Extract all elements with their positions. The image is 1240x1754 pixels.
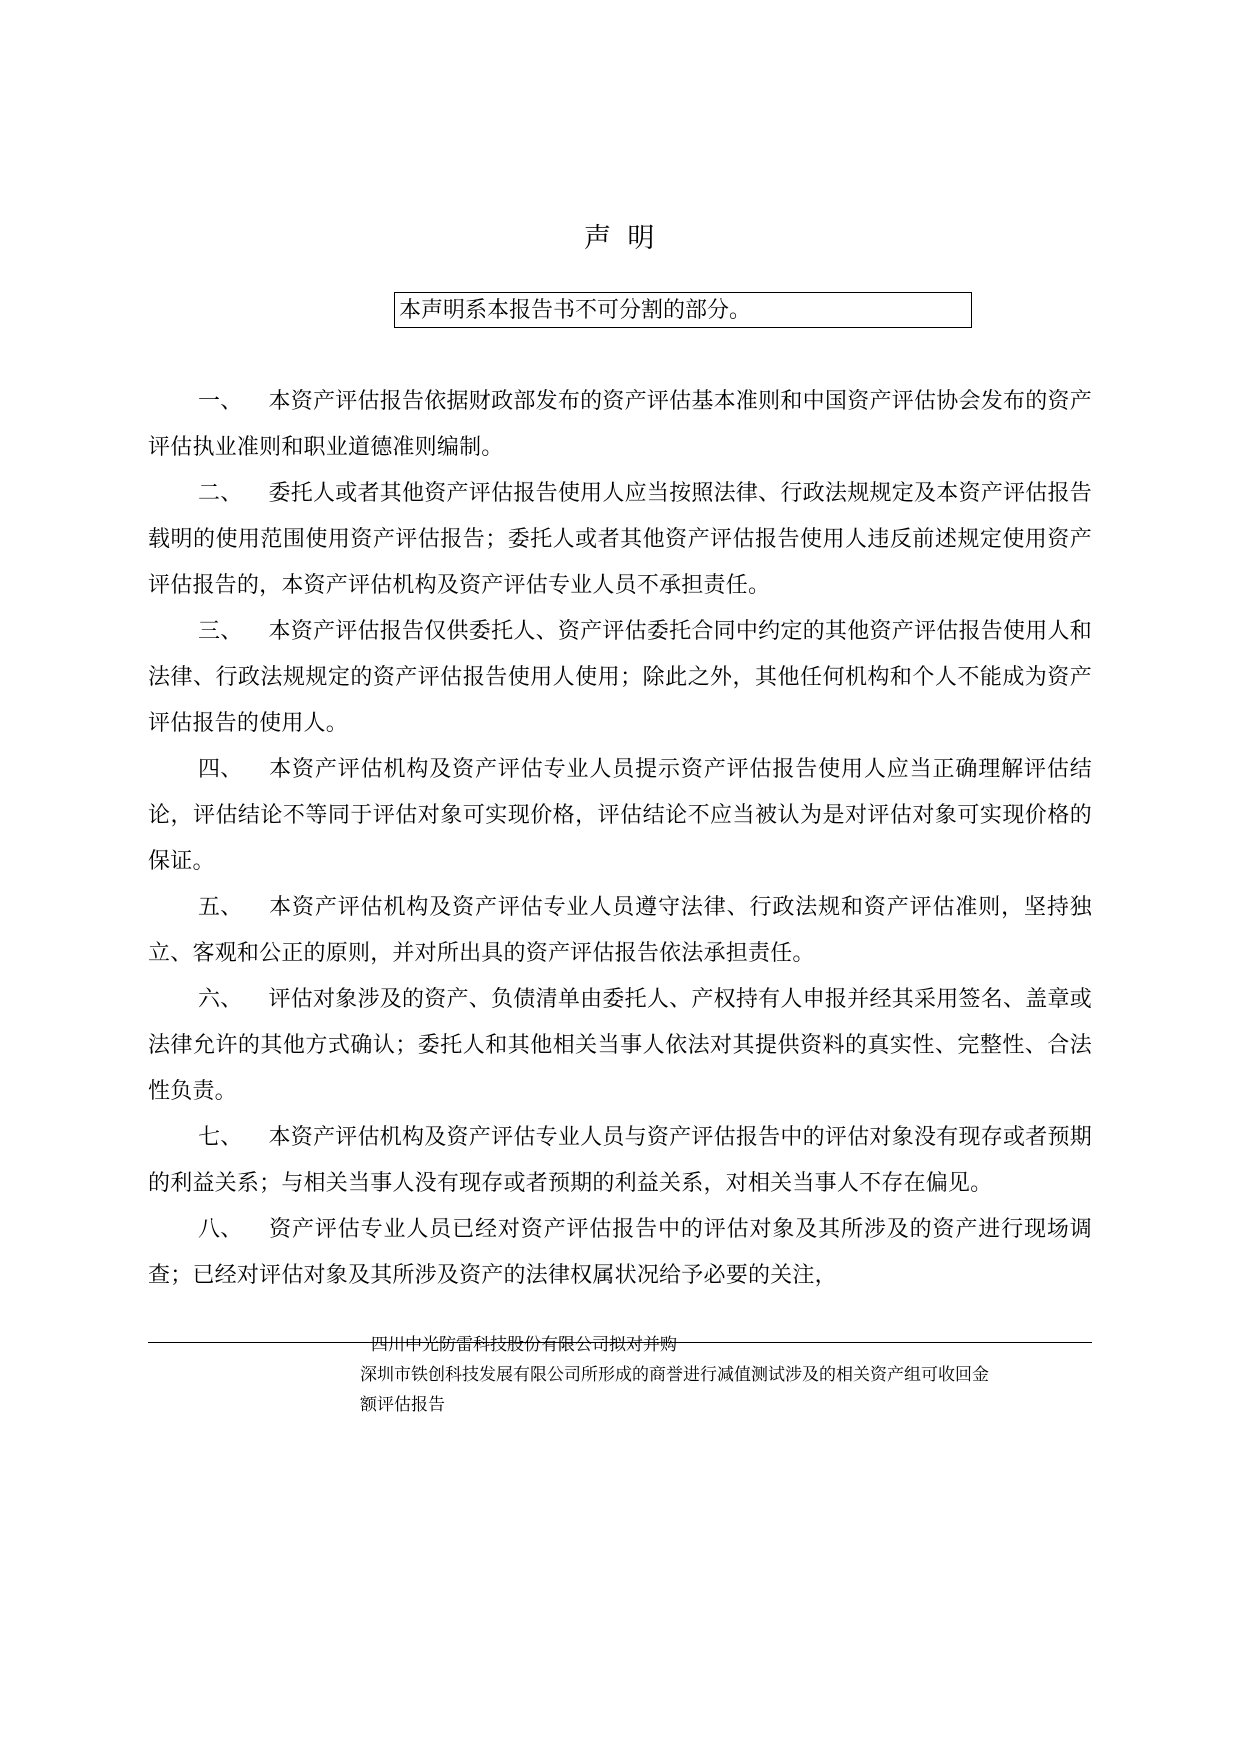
declaration-item-5 [148, 884, 1092, 976]
item-number-3: 三、 [198, 618, 243, 644]
declaration-item-2 [148, 470, 1092, 608]
page-content [148, 0, 1092, 1298]
declaration-item-1 [148, 378, 1092, 470]
footer-line-3: 额评估报告 [360, 1395, 445, 1414]
item-number-1: 一、 [198, 388, 243, 414]
declaration-body [148, 378, 1092, 1298]
item-text-1: 本资产评估报告依据财政部发布的资产评估基本准则和中国资产评估协会发布的资产评估执业准则和职业道德准则编制。 [148, 388, 1092, 460]
item-text-5: 本资产评估机构及资产评估专业人员遵守法律、行政法规和资产评估准则，坚持独立、客观和公正的原则，并对所出具的资产评估报告依法承担责任。 [148, 894, 1092, 966]
item-number-4: 四、 [198, 756, 243, 782]
footer-line-1: 四川中光防雷科技股份有限公司拟对并购 [371, 1335, 677, 1354]
declaration-item-6 [148, 976, 1092, 1114]
item-text-6: 评估对象涉及的资产、负债清单由委托人、产权持有人申报并经其采用签名、盖章或法律允许的其他方式确认；委托人和其他相关当事人依法对其提供资料的真实性、完整性、合法性负责。 [148, 986, 1092, 1104]
declaration-item-8 [148, 1206, 1092, 1298]
item-text-4: 本资产评估机构及资产评估专业人员提示资产评估报告使用人应当正确理解评估结论，评估结论不等同于评估对象可实现价格，评估结论不应当被认为是对评估对象可实现价格的保证。 [148, 756, 1092, 874]
declaration-item-3 [148, 608, 1092, 746]
item-number-8: 八、 [198, 1216, 243, 1242]
boxed-note-wrapper [148, 292, 1092, 329]
item-number-2: 二、 [198, 480, 243, 506]
footer-line-2: 深圳市铁创科技发展有限公司所形成的商誉进行减值测试涉及的相关资产组可收回金 [360, 1365, 989, 1384]
item-text-8: 资产评估专业人员已经对资产评估报告中的评估对象及其所涉及的资产进行现场调查；已经对评估对象及其所涉及资产的法律权属状况给予必要的关注， [148, 1216, 1092, 1288]
item-number-6: 六、 [198, 986, 243, 1012]
page-title-char-2: 明 [627, 223, 657, 253]
item-text-2: 委托人或者其他资产评估报告使用人应当按照法律、行政法规规定及本资产评估报告载明的使用范围使用资产评估报告；委托人或者其他资产评估报告使用人违反前述规定使用资产评估报告的，本资产评估机构及资产评估专业人员不承担责任。 [148, 480, 1092, 598]
item-text-7: 本资产评估机构及资产评估专业人员与资产评估报告中的评估对象没有现存或者预期的利益关系；与相关当事人没有现存或者预期的利益关系，对相关当事人不存在偏见。 [148, 1124, 1092, 1196]
item-number-7: 七、 [198, 1124, 243, 1150]
page-title-char-1: 声 [583, 223, 613, 253]
item-number-5: 五、 [198, 894, 243, 920]
page-title [148, 0, 1092, 256]
declaration-item-7 [148, 1114, 1092, 1206]
declaration-item-4 [148, 746, 1092, 884]
footer-report-title [360, 1330, 1000, 1420]
item-text-3: 本资产评估报告仅供委托人、资产评估委托合同中约定的其他资产评估报告使用人和法律、行政法规规定的资产评估报告使用人使用；除此之外，其他任何机构和个人不能成为资产评估报告的使用人。 [148, 618, 1092, 736]
boxed-statement-note: 本声明系本报告书不可分割的部分。 [394, 292, 972, 329]
